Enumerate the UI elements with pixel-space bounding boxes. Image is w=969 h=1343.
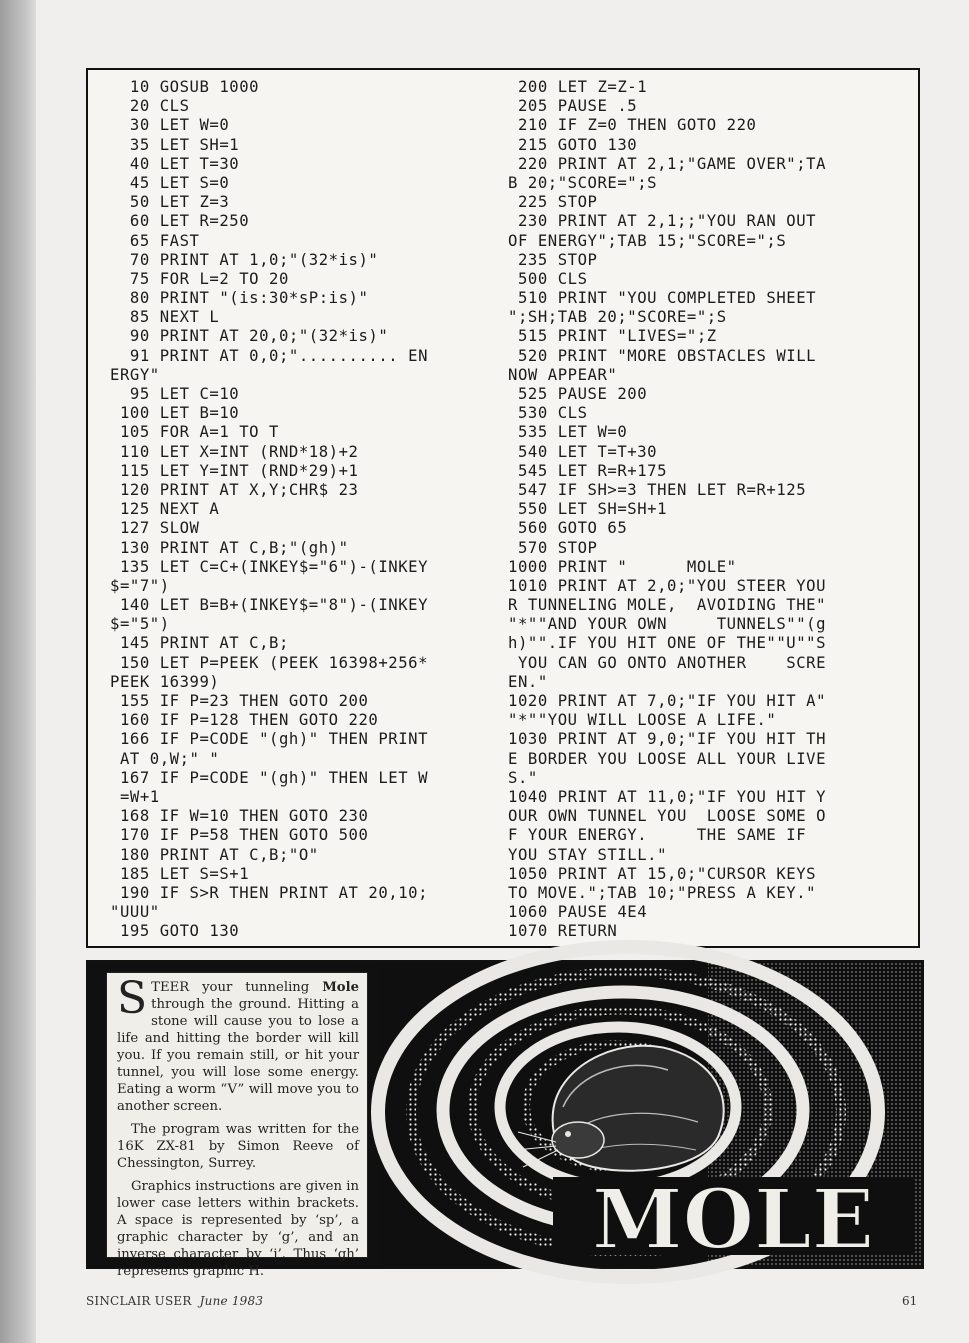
code-line: 145 PRINT AT C,B; <box>110 634 289 653</box>
intro-text-rest: through the ground. Hitting a stone will cause you to lose a life and hitting the border will kill you. If you remain still, or hit your tunnel, you will lose some energy. Eating a worm “V” will move you to another screen. <box>117 997 359 1114</box>
code-line: 70 PRINT AT 1,0;"(32*is)" <box>110 250 379 269</box>
code-line: EN." <box>508 672 548 691</box>
code-line: 168 IF W=10 THEN GOTO 230 <box>110 807 369 826</box>
code-line: 547 IF SH>=3 THEN LET R=R+125 <box>508 480 807 499</box>
code-line: 225 STOP <box>508 193 598 212</box>
mole-title-art <box>553 1172 913 1268</box>
code-line: YOU CAN GO ONTO ANOTHER SCRE <box>508 653 827 672</box>
code-line: 155 IF P=23 THEN GOTO 200 <box>110 692 369 710</box>
code-line: 80 PRINT "(is:30*sP:is)" <box>110 289 369 308</box>
code-line: "UUU" <box>110 903 160 922</box>
code-line: 160 IF P=128 THEN GOTO 220 <box>110 711 379 730</box>
code-line: 540 LET T=T+30 <box>508 442 658 461</box>
intro-bold-word: Mole <box>322 980 359 995</box>
code-line: OF ENERGY";TAB 15;"SCORE=";S <box>508 231 787 250</box>
code-line: 125 NEXT A <box>110 500 220 519</box>
code-line: 185 LET S=S+1 <box>110 864 250 883</box>
code-line: 530 CLS <box>508 404 588 423</box>
code-line: 560 GOTO 65 <box>508 519 628 538</box>
code-line: 20 CLS <box>110 97 190 116</box>
code-line: 45 LET S=0 <box>110 173 230 192</box>
code-line: F YOUR ENERGY. THE SAME IF <box>508 826 807 845</box>
author-paragraph: The program was written for the 16K ZX-81 by Simon Reeve of Chessington, Surrey. <box>117 1122 359 1171</box>
code-line: 105 FOR A=1 TO T <box>110 423 279 442</box>
page-number: 61 <box>902 1294 918 1308</box>
mole-title: MOLE <box>591 1172 875 1268</box>
code-line: 230 PRINT AT 2,1;;"YOU RAN OUT <box>508 212 817 231</box>
code-line: 190 IF S>R THEN PRINT AT 20,10; <box>110 883 429 902</box>
code-line: 570 STOP <box>508 538 598 557</box>
code-line: NOW APPEAR" <box>508 365 618 384</box>
code-line: 170 IF P=58 THEN GOTO 500 <box>110 826 369 845</box>
code-line: 550 LET SH=SH+1 <box>508 500 668 519</box>
code-line: 166 IF P=CODE "(gh)" THEN PRINT <box>110 730 429 749</box>
code-line: 215 GOTO 130 <box>508 135 638 154</box>
code-line: 1030 PRINT AT 9,0;"IF YOU HIT TH <box>508 730 827 749</box>
code-line: R TUNNELING MOLE, AVOIDING THE" <box>508 596 827 615</box>
code-line: YOU STAY STILL." <box>508 845 668 864</box>
code-line: h)"".IF YOU HIT ONE OF THE""U""S <box>508 634 827 653</box>
code-line: 200 LET Z=Z-1 <box>508 78 648 96</box>
code-line: 525 PAUSE 200 <box>508 385 648 403</box>
code-line: 65 FAST <box>110 231 200 250</box>
mole-illustration <box>378 962 922 1267</box>
code-line: B 20;"SCORE=";S <box>508 173 658 192</box>
code-line: "*""YOU WILL LOOSE A LIFE." <box>508 711 777 730</box>
code-line: AT 0,W;" " <box>110 749 220 768</box>
footer-credit <box>86 1294 263 1308</box>
code-line: 1010 PRINT AT 2,0;"YOU STEER YOU <box>508 576 827 595</box>
code-line: 135 LET C=C+(INKEY$="6")-(INKEY <box>110 557 429 576</box>
code-line: 90 PRINT AT 20,0;"(32*is)" <box>110 327 389 346</box>
code-line: 127 SLOW <box>110 519 200 538</box>
code-line: 100 LET B=10 <box>110 404 240 423</box>
code-line: 515 PRINT "LIVES=";Z <box>508 327 717 346</box>
code-line: 91 PRINT AT 0,0;".......... EN <box>110 346 429 365</box>
code-line: 205 PAUSE .5 <box>508 97 638 116</box>
code-line: 520 PRINT "MORE OBSTACLES WILL <box>508 346 817 365</box>
code-line: 545 LET R=R+175 <box>508 461 668 480</box>
magazine-name: SINCLAIR USER <box>86 1294 192 1308</box>
code-line: 220 PRINT AT 2,1;"GAME OVER";TA <box>508 154 827 173</box>
code-line: 10 GOSUB 1000 <box>110 78 260 96</box>
code-line: 150 LET P=PEEK (PEEK 16398+256* <box>110 653 429 672</box>
code-line: 500 CLS <box>508 269 588 288</box>
code-line: $="7") <box>110 576 170 595</box>
intro-paragraph <box>117 973 359 1115</box>
code-line: 167 IF P=CODE "(gh)" THEN LET W <box>110 768 429 787</box>
code-line: 130 PRINT AT C,B;"(gh)" <box>110 538 349 557</box>
drop-cap: S <box>117 973 148 1024</box>
code-line: 1000 PRINT " MOLE" <box>508 557 737 576</box>
code-line: 30 LET W=0 <box>110 116 230 135</box>
intro-text: TEER your tunneling <box>151 980 323 995</box>
code-line: 85 NEXT L <box>110 308 220 327</box>
code-line: 210 IF Z=0 THEN GOTO 220 <box>508 116 757 135</box>
code-line: 1020 PRINT AT 7,0;"IF YOU HIT A" <box>508 692 827 710</box>
code-line: 195 GOTO 130 <box>110 922 240 941</box>
code-line: 120 PRINT AT X,Y;CHR$ 23 <box>110 480 359 499</box>
code-line: PEEK 16399) <box>110 672 220 691</box>
code-line: TO MOVE.";TAB 10;"PRESS A KEY." <box>508 883 817 902</box>
listing-left-column <box>110 78 428 941</box>
code-line: 60 LET R=250 <box>110 212 250 231</box>
listing-right-column <box>508 78 826 941</box>
article-panel <box>86 960 924 1279</box>
code-line: ";SH;TAB 20;"SCORE=";S <box>508 308 727 327</box>
code-line: 35 LET SH=1 <box>110 135 240 154</box>
code-line: 75 FOR L=2 TO 20 <box>110 269 289 288</box>
binding-spine <box>0 0 36 1343</box>
issue-date: June 1983 <box>199 1294 264 1308</box>
code-line: 140 LET B=B+(INKEY$="8")-(INKEY <box>110 596 429 615</box>
code-line: 535 LET W=0 <box>508 423 628 442</box>
code-line: 1040 PRINT AT 11,0;"IF YOU HIT Y <box>508 787 827 806</box>
code-line: 1060 PAUSE 4E4 <box>508 903 648 922</box>
code-line: E BORDER YOU LOOSE ALL YOUR LIVE <box>508 749 827 768</box>
code-line: OUR OWN TUNNEL YOU LOOSE SOME O <box>508 807 827 826</box>
code-line: 1070 RETURN <box>508 922 618 941</box>
code-line: 510 PRINT "YOU COMPLETED SHEET <box>508 289 817 308</box>
code-line: 180 PRINT AT C,B;"O" <box>110 845 319 864</box>
code-line: "*""AND YOUR OWN TUNNELS""(g <box>508 615 827 634</box>
code-line: S." <box>508 768 538 787</box>
program-listing <box>86 68 920 948</box>
code-line: 95 LET C=10 <box>110 385 240 403</box>
code-line: $="5") <box>110 615 170 634</box>
code-line: 110 LET X=INT (RND*18)+2 <box>110 442 359 461</box>
graphics-note-paragraph: Graphics instructions are given in lower case letters within brackets. A space is represented by ‘sp’, a graphic character by ‘g’, and an inverse character by ‘i’. Thus ‘gh’ represents graphic H. <box>117 1179 359 1279</box>
code-line: 235 STOP <box>508 250 598 269</box>
code-line: 1050 PRINT AT 15,0;"CURSOR KEYS <box>508 864 817 883</box>
description-box <box>106 972 368 1279</box>
code-line: 40 LET T=30 <box>110 154 240 173</box>
code-line: 50 LET Z=3 <box>110 193 230 212</box>
code-line: 115 LET Y=INT (RND*29)+1 <box>110 461 359 480</box>
code-line: ERGY" <box>110 365 160 384</box>
code-line: =W+1 <box>110 787 160 806</box>
